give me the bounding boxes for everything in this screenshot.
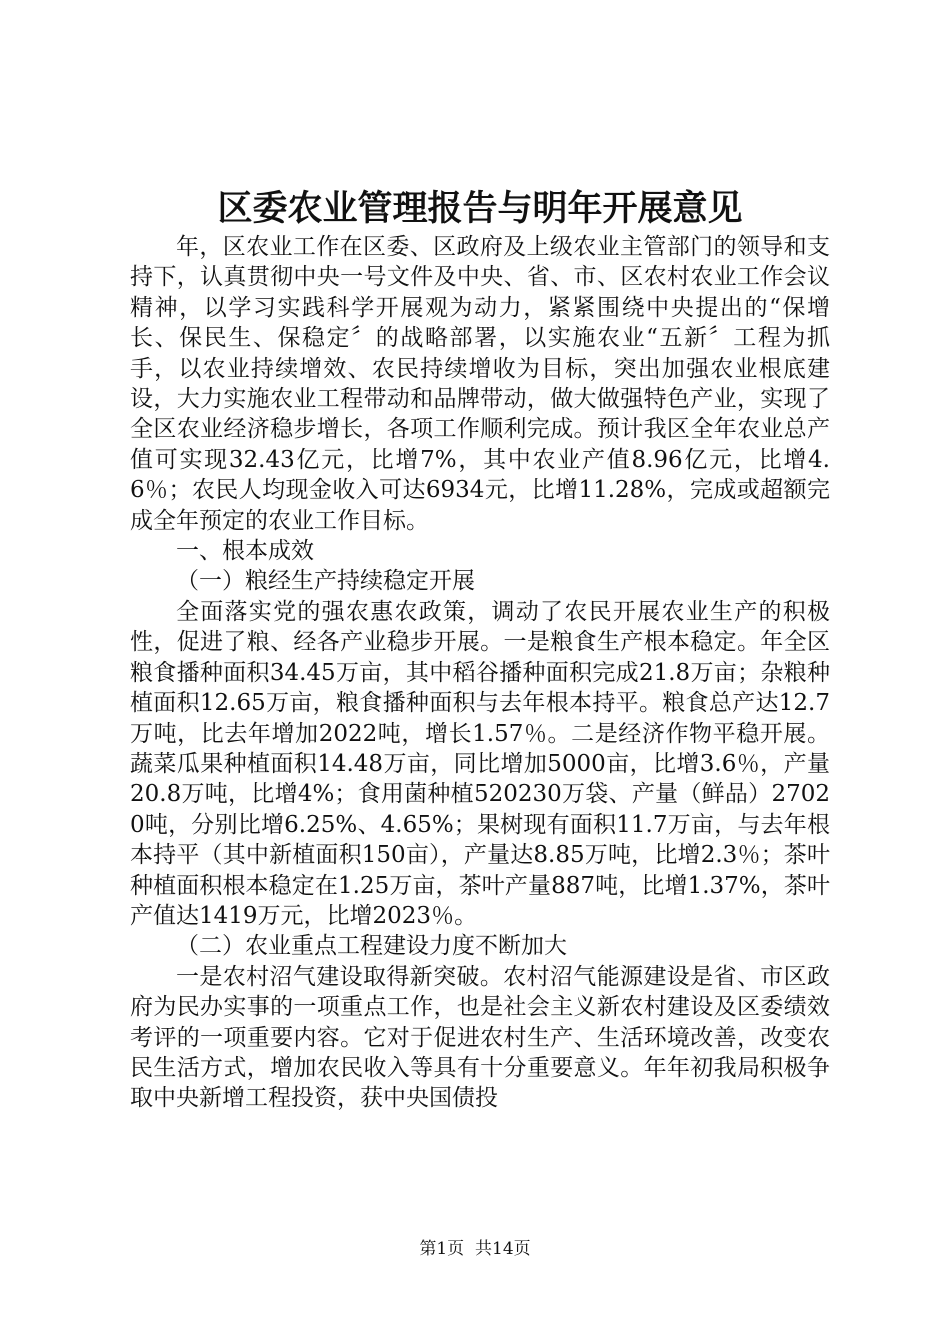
grain-production-paragraph: 全面落实党的强农惠农政策，调动了农民开展农业生产的积极性，促进了粮、经各产业稳步开展。一是粮食生产根本稳定。年全区粮食播种面积34.45万亩，其中稻谷播种面积完成21.8万亩；杂粮种植面积12.65万亩，粮食播种面积与去年根本持平。粮食总产达12.7万吨，比去年增加2022吨，增长1.57％。二是经济作物平稳开展。蔬菜瓜果种植面积14.48万亩，同比增加5000亩，比增3.6％，产量20.8万吨，比增4%；食用菌种植520230万袋、产量（鲜品）27020吨，分别比增6.25%、4.65%；果树现有面积11.7万亩，与去年根本持平（其中新植面积150亩），产量达8.85万吨，比增2.3％；茶叶种植面积根本稳定在1.25万亩，茶叶产量887吨，比增1.37%，茶叶产值达1419万元，比增2023％。 bbox=[130, 598, 830, 929]
document-title: 区委农业管理报告与明年开展意见 bbox=[217, 188, 743, 229]
subsection-heading-key-projects: （二）农业重点工程建设力度不断加大 bbox=[176, 933, 567, 960]
subsection-heading-grain-production: （一）粮经生产持续稳定开展 bbox=[176, 568, 475, 595]
page-total: 共14页 bbox=[475, 1239, 531, 1259]
page-footer bbox=[0, 1238, 950, 1260]
biogas-paragraph: 一是农村沼气建设取得新突破。农村沼气能源建设是省、市区政府为民办实事的一项重点工作，也是社会主义新农村建设及区委绩效考评的一项重要内容。它对于促进农村生产、生活环境改善，改变农民生活方式，增加农民收入等具有十分重要意义。年年初我局积极争取中央新增工程投资，获中央国债投 bbox=[130, 963, 830, 1112]
document-body bbox=[130, 232, 830, 1114]
intro-paragraph: 年，区农业工作在区委、区政府及上级农业主管部门的领导和支持下，认真贯彻中央一号文件及中央、省、市、区农村农业工作会议精神，以学习实践科学开展观为动力，紧紧围绕中央提出的“保增长、保民生、保稳定〞的战略部署，以实施农业“五新〞工程为抓手，以农业持续增效、农民持续增收为目标，突出加强农业根底建设，大力实施农业工程带动和品牌带动，做大做强特色产业，实现了全区农业经济稳步增长，各项工作顺利完成。预计我区全年农业总产值可实现32.43亿元，比增7%，其中农业产值8.96亿元，比增4.6％；农民人均现金收入可达6934元，比增11.28%，完成或超额完成全年预定的农业工作目标。 bbox=[130, 234, 830, 534]
section-heading-basic-results: 一、根本成效 bbox=[176, 538, 314, 565]
page-number: 第1页 bbox=[419, 1239, 465, 1259]
